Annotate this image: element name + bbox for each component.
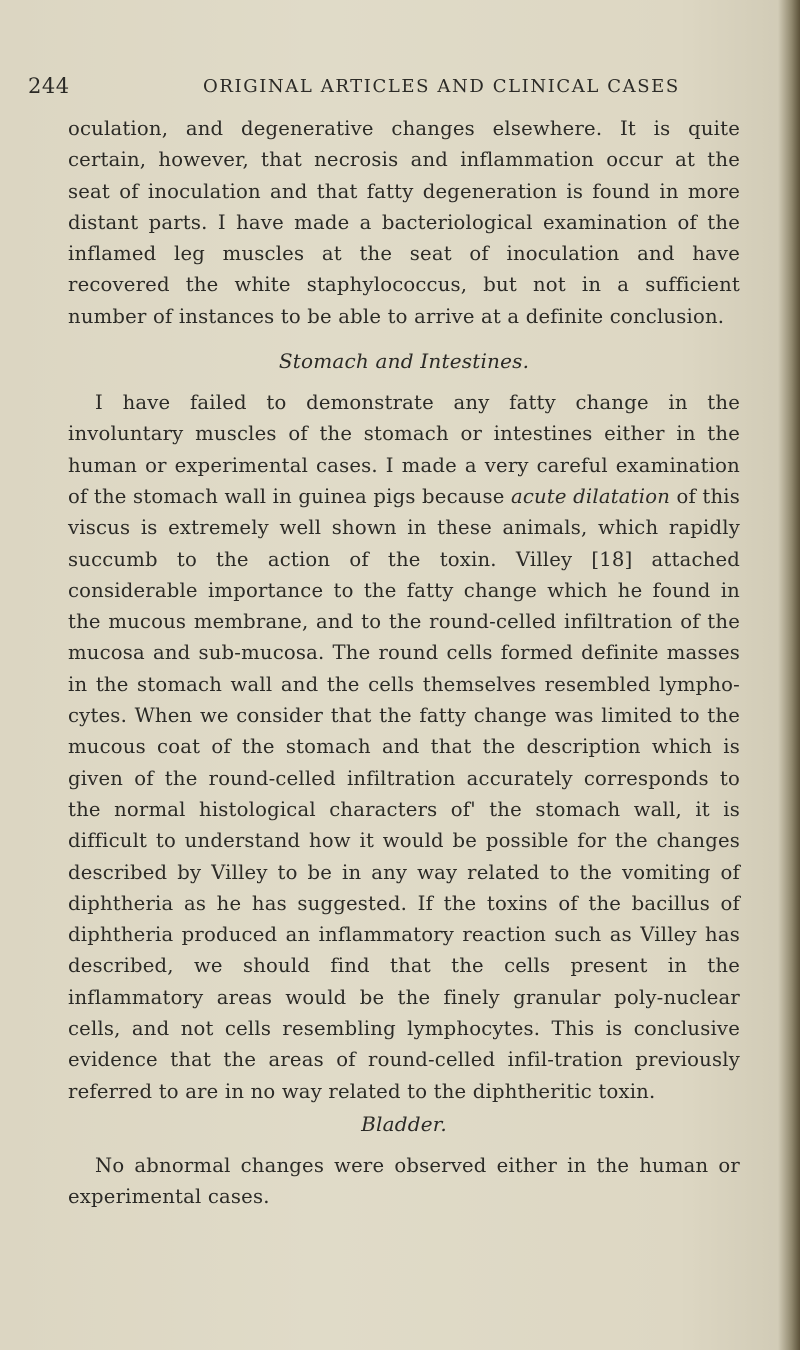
heading-stomach-and-intestines: Stomach and Intestines. [278, 349, 530, 374]
running-head: ORIGINAL ARTICLES AND CLINICAL CASES [203, 76, 680, 97]
paragraph-bladder: No abnormal changes were observed either in the human or experimental cases. [68, 1153, 740, 1209]
heading-bladder: Bladder. [361, 1111, 447, 1136]
page-edge-shadow [778, 0, 800, 1350]
page-number: 244 [28, 74, 70, 98]
emphasis-acute-dilatation: acute dilatation [510, 484, 671, 508]
paragraph-stomach-part-1: I have failed to demonstrate any fatty change in the involuntary muscles of the stomach or intestines either in the human or experimental cases. I made a very careful examination of the stomach wall in guinea pigs because [68, 391, 740, 508]
page-header [28, 74, 760, 114]
paragraph-stomach [68, 387, 740, 1107]
article-body [68, 113, 740, 1213]
paragraph-stomach-part-2: of this viscus is extremely well shown in these animals, which rapidly succumb to the action of the toxin. Villey [18] attached considerable importance to the fatty change which he found in the mucous membrane, and to the round-celled infiltration of the mucosa and sub-mucosa. The round cells formed definite masses in the stomach wall and the cells themselves resembled lympho-cytes. When we consider that the fatty change was limited to the mucous coat of the stomach and that the description which is given of the round-celled infiltration accurately corresponds to the normal histological characters of' the stomach wall, it is difficult to understand how it would be possible for the changes described by Villey to be in any way related to the vomiting of diphtheria as he has suggested. If the toxins of the bacillus of diphtheria produced an inflammatory reaction such as Villey has described, we should find that the cells present in the inflammatory areas would be the finely granular poly-nuclear cells, and not cells resembling lymphocytes. This is conclusive evidence that the areas of round-celled infil-tration previously referred to are in no way related to the diphtheritic toxin. [68, 484, 740, 1103]
paragraph-inoculation: oculation, and degenerative changes elsewhere. It is quite certain, however, that necrosis and inflammation occur at the seat of inoculation and that fatty degeneration is found in more distant parts. I have made a bacteriological examination of the inflamed leg muscles at the seat of inoculation and have recovered the white staphylococcus, but not in a sufficient number of instances to be able to arrive at a definite conclusion. [68, 117, 740, 328]
